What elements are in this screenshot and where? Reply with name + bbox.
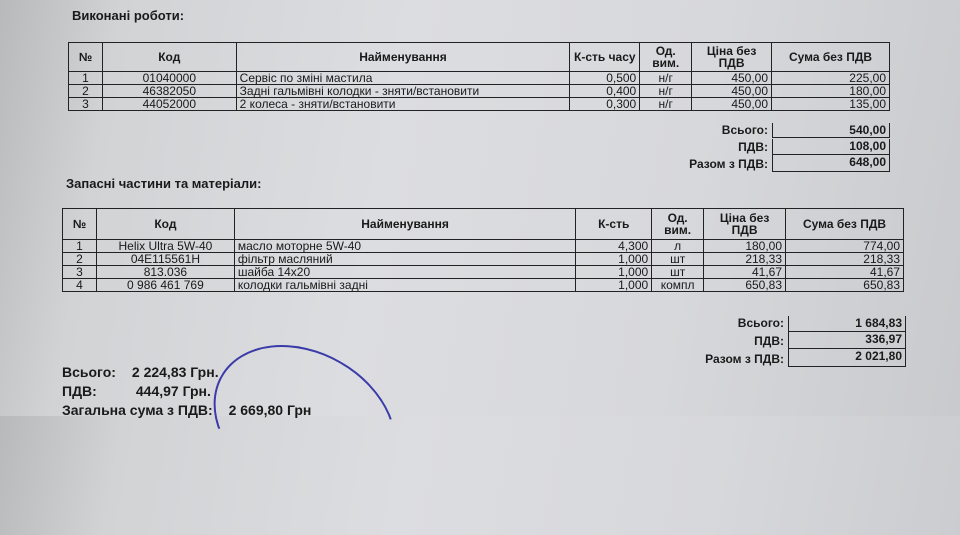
row-sum: 650,83 [786,279,904,292]
table-row [63,253,904,266]
row-sum: 135,00 [772,98,890,111]
row-quantity: 4,300 [576,240,652,253]
parts-header-row [63,209,904,240]
works-title: Виконані роботи: [72,8,185,23]
parts-total-label: Всього: [737,316,784,330]
header-number: № [69,43,103,72]
works-header-row [69,43,890,72]
header-code: Код [102,43,236,72]
row-code: Helix Ultra 5W-40 [96,240,234,253]
header-sum: Сума без ПДВ [772,43,890,72]
works-grand-value: 648,00 [772,155,890,172]
row-code: 46382050 [102,85,236,98]
header-code: Код [96,209,234,240]
row-name: Сервіс по зміні мастила [236,72,570,85]
header-sum: Сума без ПДВ [786,209,904,240]
row-number: 1 [69,72,103,85]
row-unit: н/г [640,98,692,111]
row-unit: шт [652,253,704,266]
row-price: 41,67 [704,266,786,279]
works-total-value: 540,00 [772,123,890,138]
row-number: 2 [63,253,97,266]
table-row [63,279,904,292]
header-unit: Од. вим. [640,43,692,72]
row-name: шайба 14x20 [234,266,575,279]
parts-vat-value: 336,97 [788,332,906,349]
row-number: 2 [69,85,103,98]
row-code: 04E115561H [96,253,234,266]
works-vat-value: 108,00 [772,139,890,155]
row-number: 3 [63,266,97,279]
row-unit: шт [652,266,704,279]
summary-total [62,364,219,380]
row-sum: 225,00 [772,72,890,85]
works-vat-label: ПДВ: [738,140,768,154]
row-price: 180,00 [704,240,786,253]
row-code: 01040000 [102,72,236,85]
summary-grand-label: Загальна сума з ПДВ: [62,402,213,418]
row-name: масло моторне 5W-40 [234,240,575,253]
row-sum: 774,00 [786,240,904,253]
summary-vat [62,383,211,399]
header-name: Найменування [234,209,575,240]
parts-table [62,208,904,292]
row-name: Задні гальмівні колодки - зняти/встановити [236,85,570,98]
row-number: 1 [63,240,97,253]
summary-total-value: 2 224,83 Грн. [131,364,219,380]
row-quantity: 0,500 [570,72,640,85]
row-quantity: 1,000 [576,253,652,266]
row-price: 450,00 [692,72,772,85]
row-quantity: 1,000 [576,266,652,279]
row-unit: н/г [640,72,692,85]
header-price: Ціна без ПДВ [692,43,772,72]
parts-vat-label: ПДВ: [754,334,784,348]
row-price: 218,33 [704,253,786,266]
row-code: 813.036 [96,266,234,279]
row-name: колодки гальмівні задні [234,279,575,292]
row-sum: 180,00 [772,85,890,98]
signature-scribble [185,313,425,535]
header-name: Найменування [236,43,570,72]
row-quantity: 0,400 [570,85,640,98]
parts-grand-label: Разом з ПДВ: [705,352,784,366]
works-total-label: Всього: [721,123,768,137]
summary-total-label: Всього: [62,364,116,380]
row-number: 4 [63,279,97,292]
row-code: 0 986 461 769 [96,279,234,292]
summary-vat-label: ПДВ: [62,383,97,399]
row-sum: 41,67 [786,266,904,279]
table-row [69,72,890,85]
row-name: 2 колеса - зняти/встановити [236,98,570,111]
table-row [69,85,890,98]
row-name: фільтр масляний [234,253,575,266]
header-unit: Од. вим. [652,209,704,240]
row-price: 450,00 [692,85,772,98]
table-row [63,240,904,253]
row-quantity: 0,300 [570,98,640,111]
works-table [68,42,890,111]
row-quantity: 1,000 [576,279,652,292]
row-number: 3 [69,98,103,111]
row-price: 650,83 [704,279,786,292]
row-unit: л [652,240,704,253]
works-grand-label: Разом з ПДВ: [689,157,768,171]
header-number: № [63,209,97,240]
table-row [69,98,890,111]
parts-title: Запасні частини та матеріали: [66,176,262,191]
parts-grand-value: 2 021,80 [788,349,906,367]
row-code: 44052000 [102,98,236,111]
row-price: 450,00 [692,98,772,111]
summary-grand-value: 2 669,80 Грн [228,402,312,418]
row-sum: 218,33 [786,253,904,266]
header-price: Ціна без ПДВ [704,209,786,240]
row-unit: н/г [640,85,692,98]
header-quantity: К-сть часу [570,43,640,72]
parts-total-value: 1 684,83 [788,316,906,332]
header-quantity: К-сть [576,209,652,240]
table-row [63,266,904,279]
summary-vat-value: 444,97 Грн. [135,383,211,399]
row-unit: компл [652,279,704,292]
